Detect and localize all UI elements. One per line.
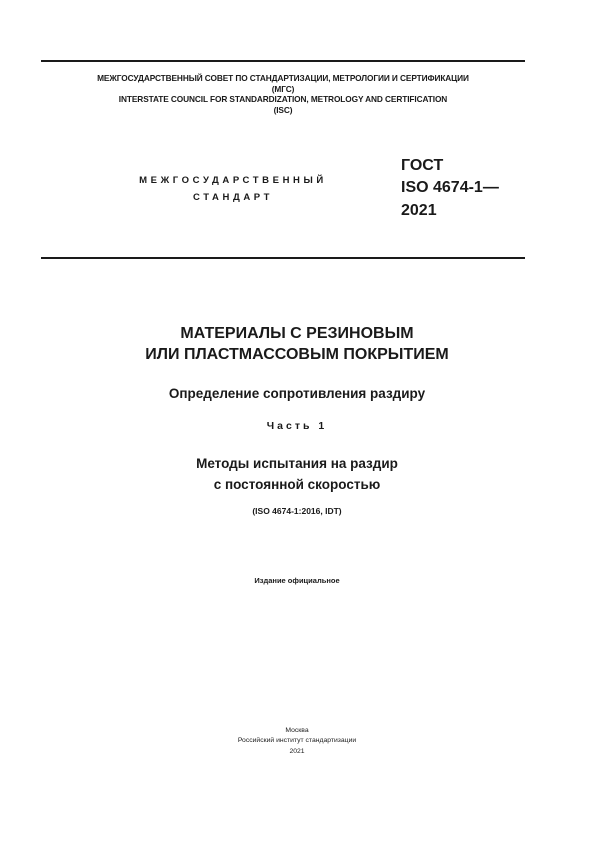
method-title-line2: с постоянной скоростью (213, 477, 381, 492)
top-divider (41, 60, 525, 62)
gost-number: ISO 4674-1— (401, 179, 499, 196)
document-title-line1: МАТЕРИАЛЫ С РЕЗИНОВЫМ (180, 325, 414, 342)
footer-year: 2021 (289, 748, 305, 755)
gost-label: ГОСТ (401, 157, 444, 174)
edition-note: Издание официальное (254, 576, 340, 585)
council-header (41, 73, 525, 115)
document-subtitle: Определение сопротивления раздиру (168, 386, 426, 401)
council-name-ru: МЕЖГОСУДАРСТВЕННЫЙ СОВЕТ ПО СТАНДАРТИЗАЦИИ, МЕТРОЛОГИИ И СЕРТИФИКАЦИИ (97, 73, 469, 83)
council-abbr-en: (ISC) (273, 104, 293, 115)
document-title-line2: ИЛИ ПЛАСТМАССОВЫМ ПОКРЫТИЕМ (145, 346, 449, 363)
council-abbr-ru: (МГС) (271, 83, 295, 94)
part-label: Часть 1 (266, 420, 328, 432)
footer-city: Москва (285, 727, 309, 734)
iso-reference: (ISO 4674-1:2016, IDT) (252, 506, 342, 516)
middle-divider (41, 257, 525, 259)
method-title-line1: Методы испытания на раздир (196, 456, 398, 471)
footer-publisher: Российский институт стандартизации (237, 737, 357, 744)
council-name-en: INTERSTATE COUNCIL FOR STANDARDIZATION, METROLOGY AND CERTIFICATION (118, 94, 448, 104)
standard-type-line2: СТАНДАРТ (193, 192, 273, 203)
gost-year: 2021 (401, 202, 437, 219)
standard-type-line1: МЕЖГОСУДАРСТВЕННЫЙ (139, 175, 327, 186)
